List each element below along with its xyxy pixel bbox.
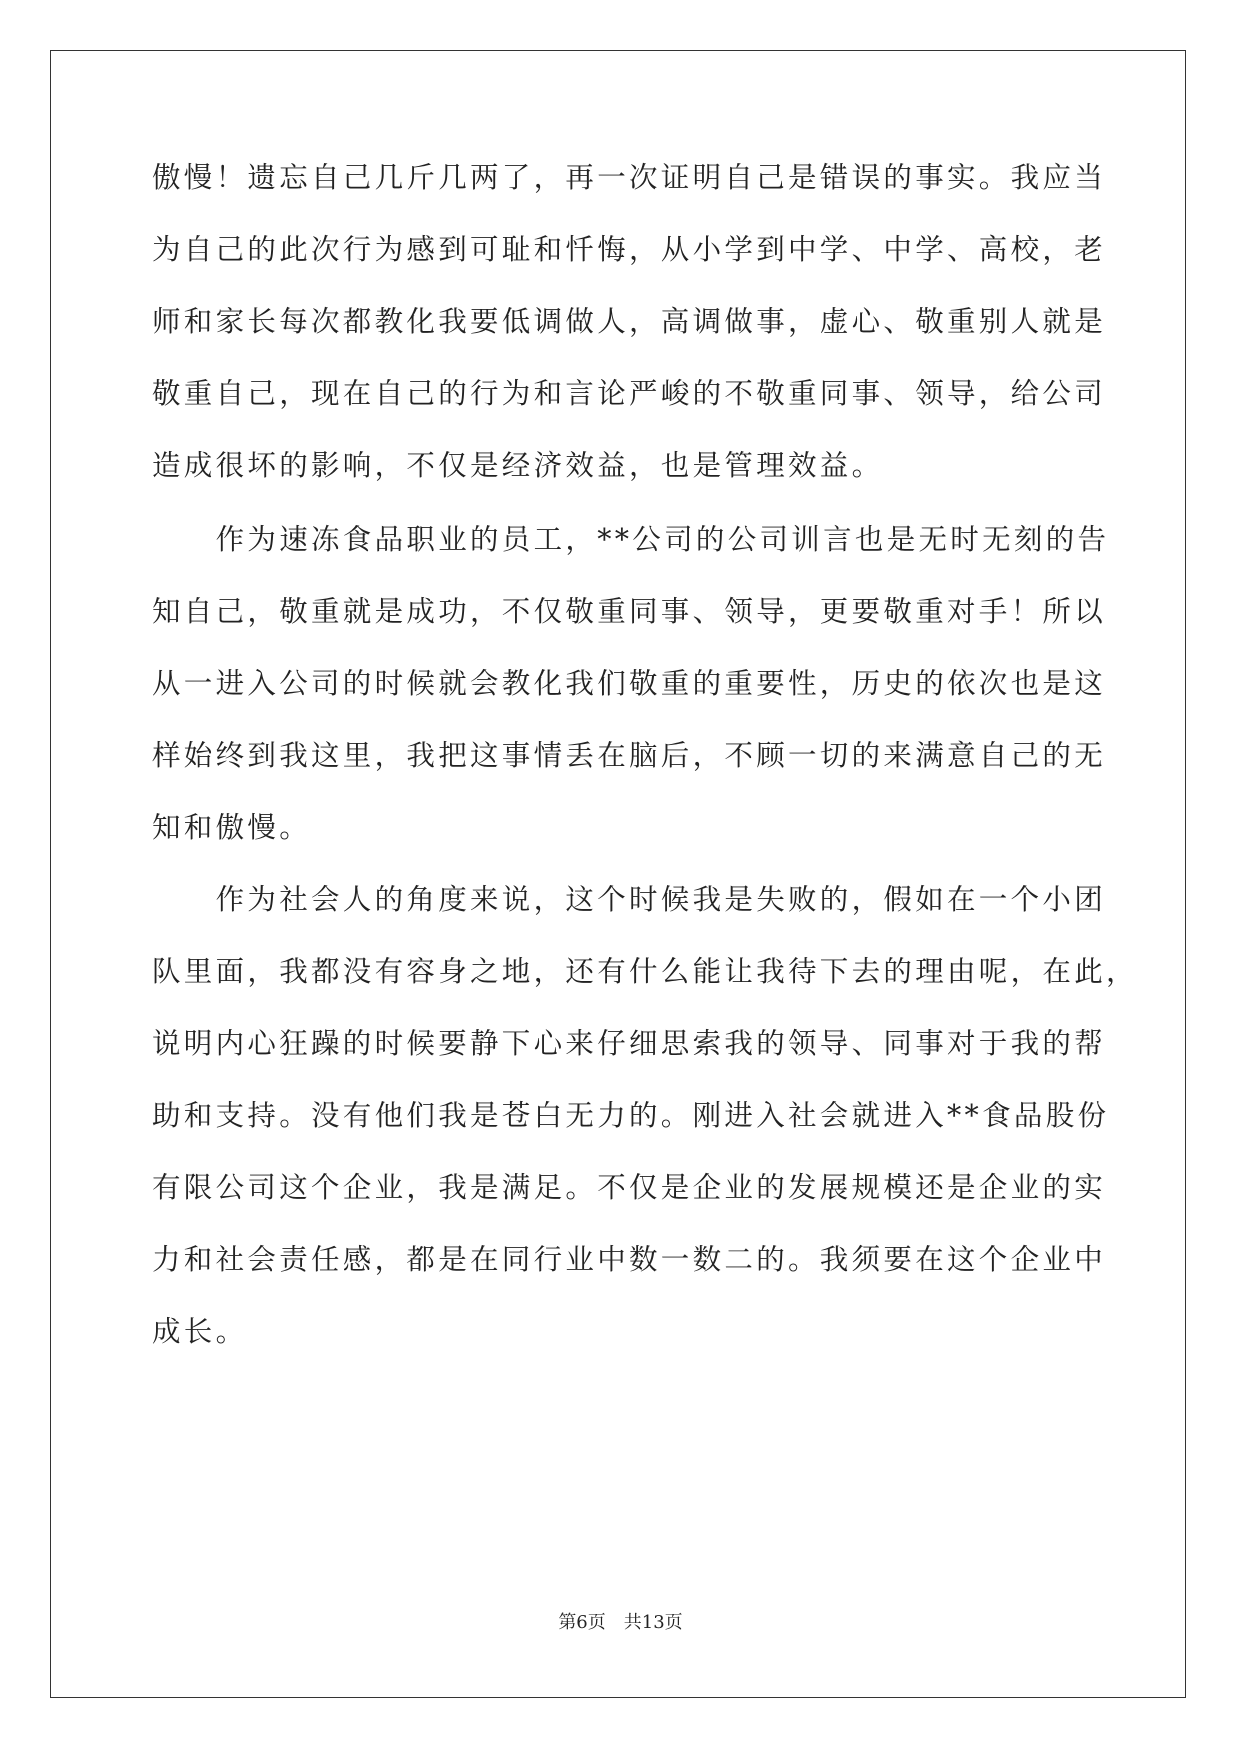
paragraph-start-line: 作为社会人的角度来说，这个时候我是失败的，假如在一个小团 [152,883,1107,916]
text-line: 队里面，我都没有容身之地，还有什么能让我待下去的理由呢，在此， [152,955,1138,988]
text-line: 为自己的此次行为感到可耻和忏悔，从小学到中学、中学、高校，老 [152,233,1107,266]
text-line: 知和傲慢。 [152,811,312,844]
text-line: 傲慢！遗忘自己几斤几两了，再一次证明自己是错误的事实。我应当 [152,161,1107,194]
page-footer [0,1608,1241,1634]
text-line: 有限公司这个企业，我是满足。不仅是企业的发展规模还是企业的实 [152,1171,1107,1204]
page-total: 共13页 [623,1612,683,1633]
text-line: 力和社会责任感，都是在同行业中数一数二的。我须要在这个企业中 [152,1243,1107,1276]
text-line: 说明内心狂躁的时候要静下心来仔细思索我的领导、同事对于我的帮 [152,1027,1107,1060]
paragraph-start-line: 作为速冻食品职业的员工，**公司的公司训言也是无时无刻的告 [152,523,1110,556]
text-line: 样始终到我这里，我把这事情丢在脑后，不顾一切的来满意自己的无 [152,739,1107,772]
text-line: 敬重自己，现在自己的行为和言论严峻的不敬重同事、领导，给公司 [152,377,1107,410]
page-number: 第6页 [558,1612,606,1633]
text-line: 从一进入公司的时候就会教化我们敬重的重要性，历史的依次也是这 [152,667,1107,700]
page-border [50,50,1186,1698]
text-line: 助和支持。没有他们我是苍白无力的。刚进入社会就进入**食品股份 [152,1099,1110,1132]
text-line: 造成很坏的影响，不仅是经济效益，也是管理效益。 [152,449,884,482]
text-line: 知自己，敬重就是成功，不仅敬重同事、领导，更要敬重对手！所以 [152,595,1107,628]
text-line: 成长。 [152,1315,248,1348]
text-line: 师和家长每次都教化我要低调做人，高调做事，虚心、敬重别人就是 [152,305,1107,338]
